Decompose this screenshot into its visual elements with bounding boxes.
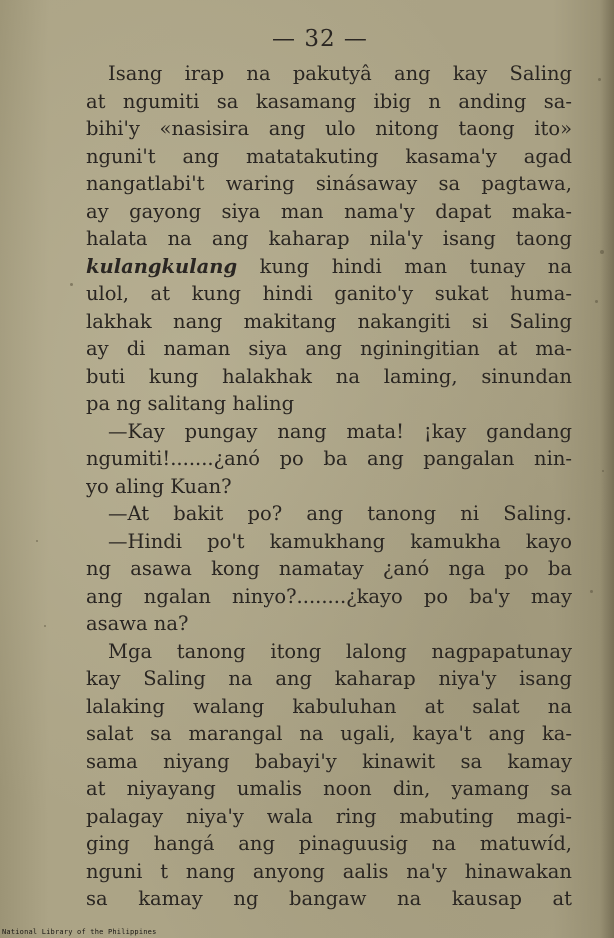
text-line: —Hindi po't kamukhang kamukha kayo <box>108 529 572 553</box>
text-line: Isang irap na pakutyâ ang kay Saling <box>108 62 572 85</box>
paper-speck <box>36 540 38 542</box>
paper-speck <box>70 283 73 286</box>
text-line: ang ngalan ninyo?........¿kayo po ba'y may <box>86 584 572 608</box>
text-line: ay gayong siya man nama'y dapat maka- <box>86 199 572 223</box>
text-line: yo aling Kuan? <box>86 474 232 498</box>
paper-speck <box>590 590 593 593</box>
text-line: at ngumiti sa kasamang ibig n anding sa- <box>86 89 572 113</box>
text-line: sama niyang babayi'y kinawit sa kamay <box>86 749 572 773</box>
text-line: nangatlabi't waring sinásaway sa pagtawa, <box>86 172 572 195</box>
paper-speck <box>600 250 604 254</box>
text-line: ging hangá ang pinaguusig na matuwíd, <box>86 832 572 855</box>
text-line: ulol, at kung hindi ganito'y sukat huma- <box>86 282 572 305</box>
text-line: ngumiti!.......¿anó po ba ang pangalan nin- <box>86 447 572 470</box>
body-text <box>86 60 572 913</box>
library-credit: National Library of the Philippines <box>2 928 157 936</box>
text-line: palagay niya'y wala ring mabuting magi- <box>86 804 572 828</box>
page-number: — 32 — <box>272 26 368 52</box>
text-line: lalaking walang kabuluhan at salat na <box>86 694 572 718</box>
text-line: halata na ang kaharap nila'y isang taong <box>86 227 572 250</box>
text-line: bihi'y «nasisira ang ulo nitong taong ito» <box>86 117 572 140</box>
text-line: ng asawa kong namatay ¿anó nga po ba <box>86 557 572 580</box>
text-line: sa kamay ng bangaw na kausap at <box>86 887 572 910</box>
text-line: —Kay pungay nang mata! ¡kay gandang <box>108 419 572 443</box>
text-line: —At bakit po? ang tanong ni Saling. <box>108 502 572 525</box>
paper-speck <box>602 470 604 472</box>
text-line: kay Saling na ang kaharap niya'y isang <box>86 667 572 690</box>
paper-speck <box>595 300 598 303</box>
text-line: nguni t nang anyong aalis na'y hinawakan <box>86 859 572 883</box>
text-line: ay di naman siya ang nginingitian at ma- <box>86 337 572 360</box>
italic-word: kulangkulang <box>86 254 238 278</box>
paper-speck <box>44 625 46 627</box>
text-line: asawa na? <box>86 612 189 635</box>
text-line: salat sa marangal na ugali, kaya't ang ka- <box>86 722 572 745</box>
text-line: pa ng salitang haling <box>86 392 295 415</box>
paper-speck <box>598 78 601 81</box>
text-line: kulangkulang kung hindi man tunay na <box>86 254 572 278</box>
text-line: lakhak nang makitang nakangiti si Saling <box>86 309 572 333</box>
text-line: nguni't ang matatakuting kasama'y agad <box>86 144 572 168</box>
text-line: buti kung halakhak na laming, sinundan <box>86 364 572 388</box>
text-line: at niyayang umalis noon din, yamang sa <box>86 777 572 800</box>
text-line: Mga tanong itong lalong nagpapatunay <box>108 639 572 663</box>
page-edge-shadow <box>600 0 614 938</box>
